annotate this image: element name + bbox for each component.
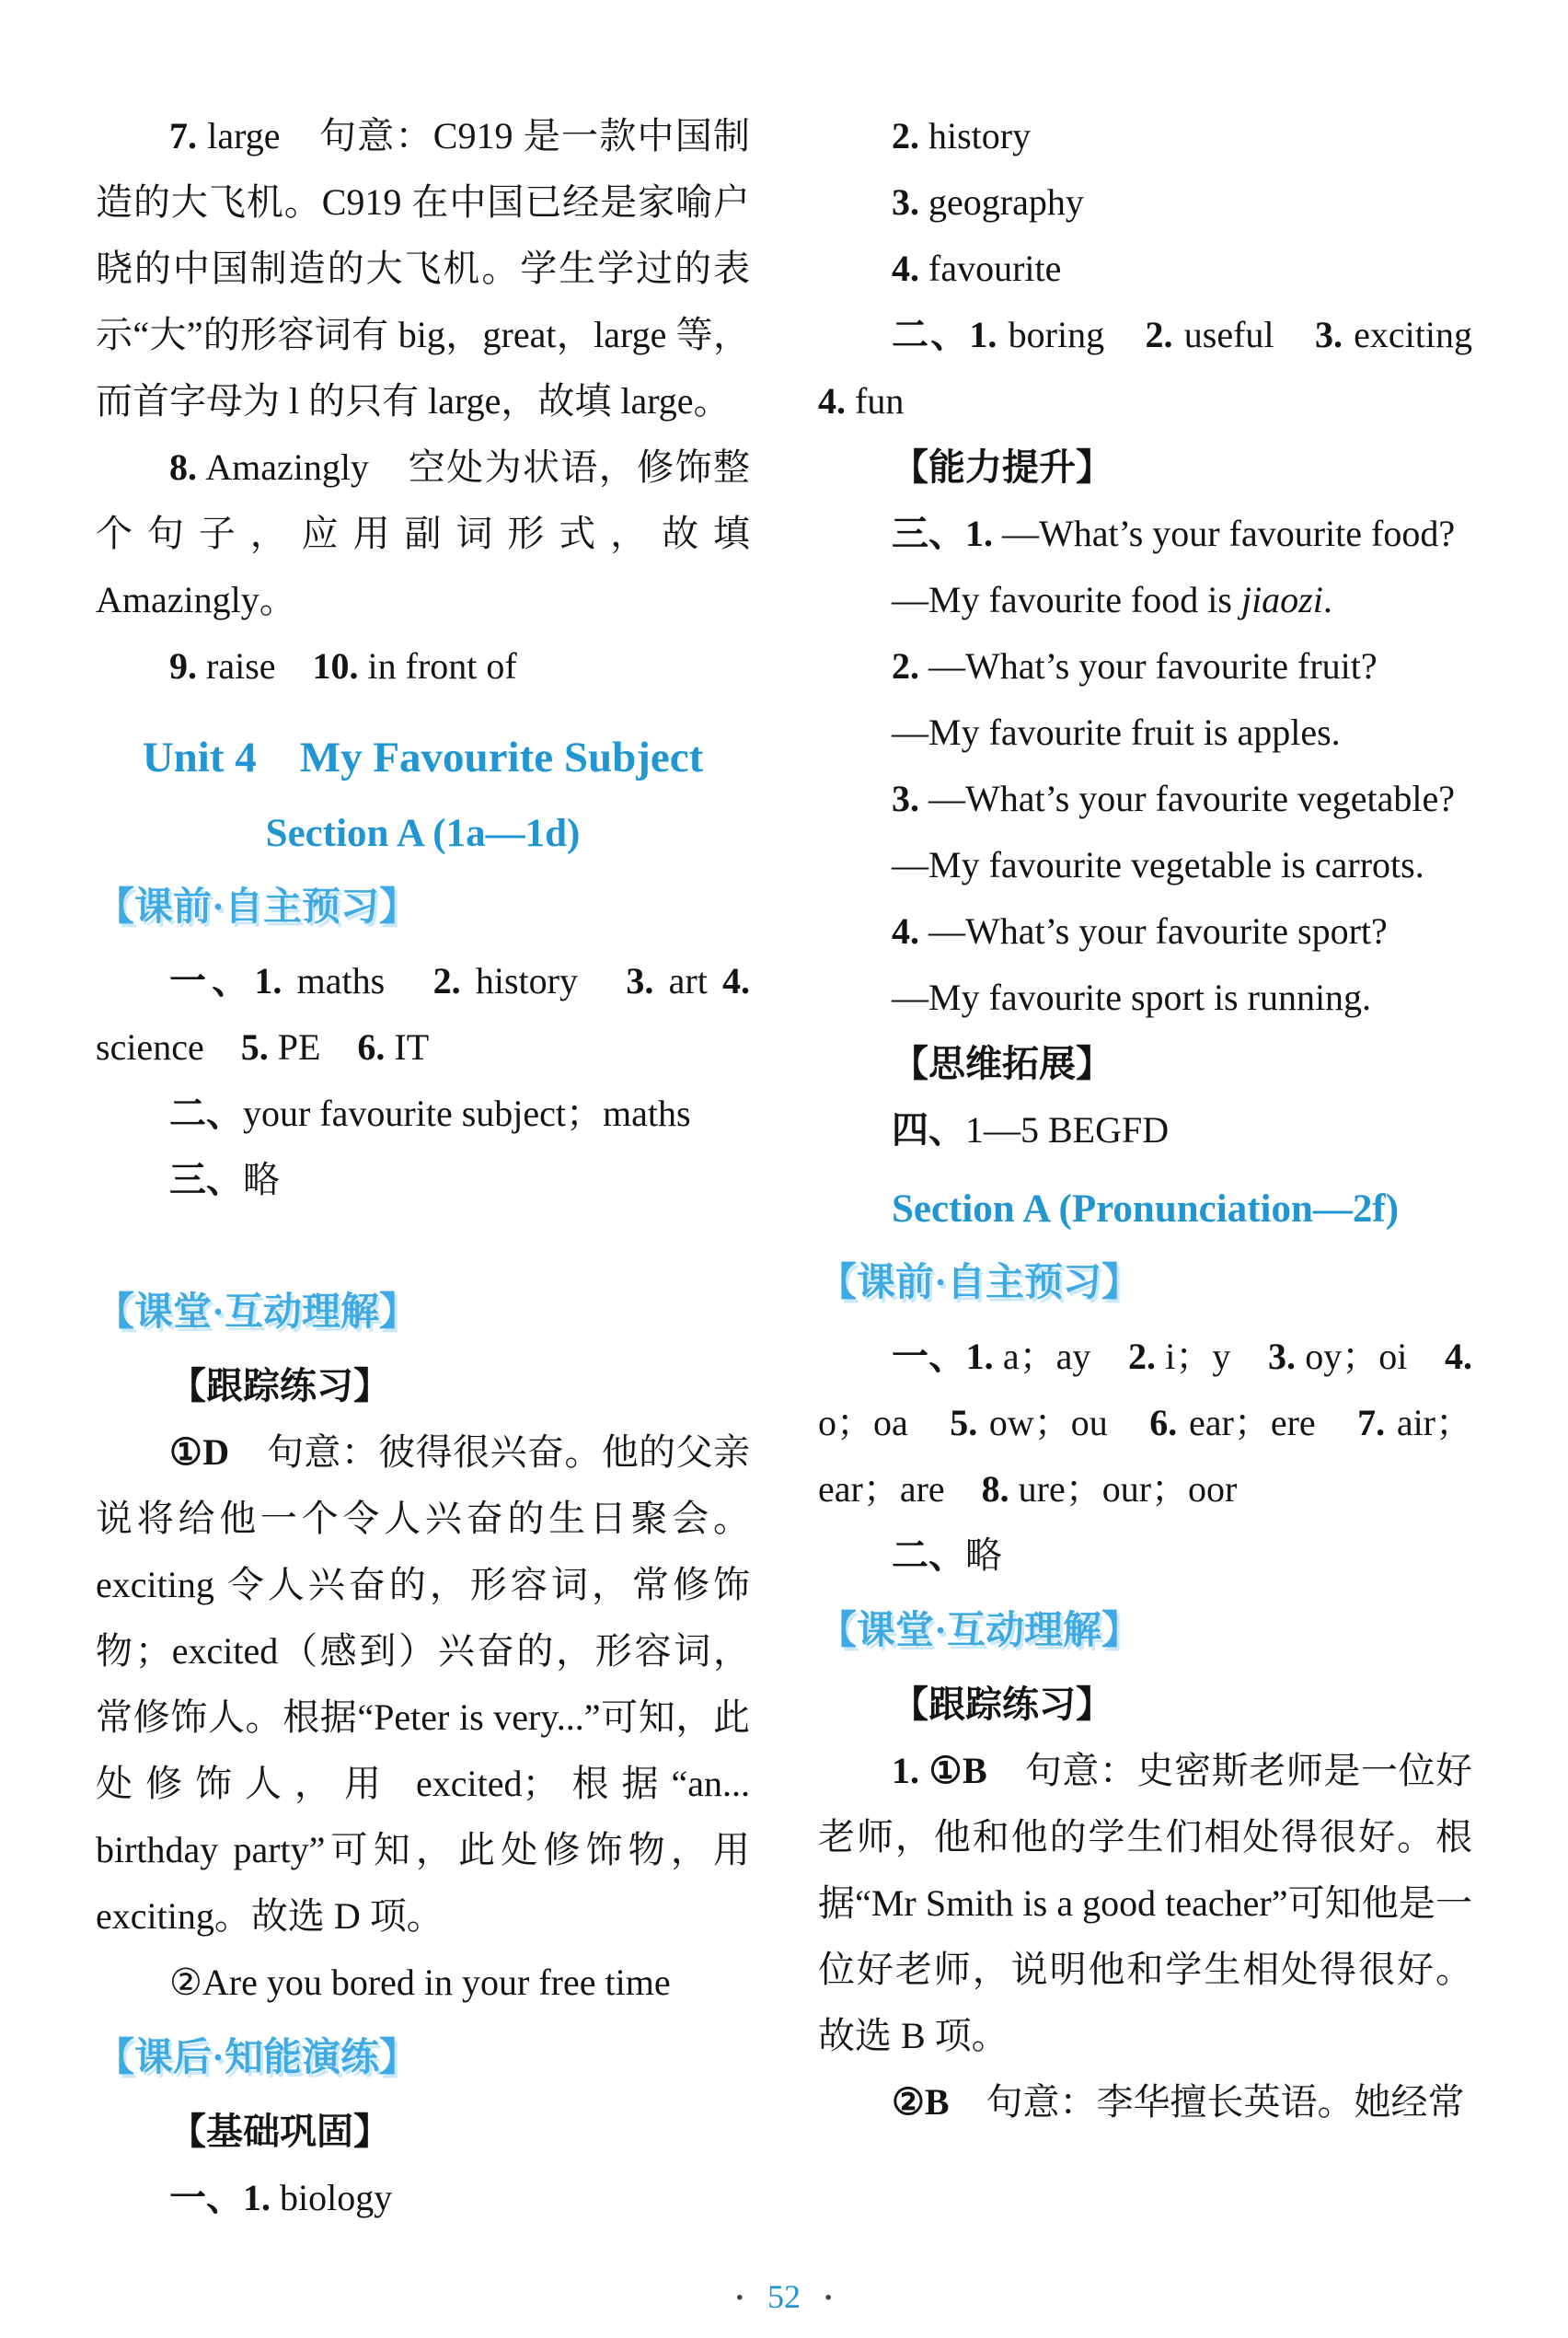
footer-dot-right: · xyxy=(823,2281,834,2315)
qa-2-fruit-question: 2. —What’s your favourite fruit? xyxy=(892,645,1378,687)
page-number: 52 xyxy=(767,2278,801,2315)
page-footer xyxy=(0,2277,1568,2316)
footer-dot-left: · xyxy=(734,2281,745,2315)
explanation-1-b-smith: 1. ①B 句意：史密斯老师是一位好老师，他和他的学生们相处得很好。根据“Mr Smith is a good teacher”可知他是一位好老师，说明他和学生相处得很好。故选 B 项。 xyxy=(818,1750,1473,2056)
label-ability-improvement: 【能力提升】 xyxy=(892,446,1113,488)
answer-2-history: 2. history xyxy=(892,115,1032,156)
label-tracking-practice: 【跟踪练习】 xyxy=(169,1365,390,1406)
answers-si-begfd: 四、1—5 BEGFD xyxy=(892,1109,1170,1151)
section-a-pronunciation-heading: Section A (Pronunciation—2f) xyxy=(891,1187,1400,1231)
answer-yi-1-biology: 一、1. biology xyxy=(169,2177,393,2218)
answers-er-skip: 二、略 xyxy=(892,1534,1002,1576)
answer-3-geography: 3. geography xyxy=(892,181,1084,223)
explanation-8-amazingly: 8. Amazingly 空处为状语，修饰整个句子，应用副词形式，故填 Amazingly。 xyxy=(96,446,750,620)
qa-3-vegetable-answer: —My favourite vegetable is carrots. xyxy=(892,844,1424,885)
answers-er-favourite-subject: 二、your favourite subject；maths xyxy=(169,1093,691,1134)
label-basic-consolidation: 【基础巩固】 xyxy=(169,2111,390,2152)
qa-3-vegetable-question: 3. —What’s your favourite vegetable? xyxy=(892,778,1455,819)
answer-4-favourite: 4. favourite xyxy=(892,248,1062,289)
qa-1-food-question: 三、1. —What’s your favourite food? xyxy=(892,513,1456,554)
answers-yi-phonics: 一、1. a；ay 2. i；y 3. oy；oi 4. o；oa 5. ow；ou 6. ear；ere 7. air；ear；are 8. ure；our；oor xyxy=(818,1336,1473,1510)
answers-9-10: 9. raise 10. in front of xyxy=(169,645,517,687)
qa-1-food-answer: —My favourite food is jiaozi. xyxy=(892,579,1332,620)
label-in-class-understanding-2: 【课堂·互动理解】 xyxy=(818,1610,1141,1652)
answer-2-bored: ②Are you bored in your free time xyxy=(169,1962,671,2003)
answers-er-adjectives: 二、1. boring 2. useful 3. exciting 4. fun xyxy=(818,314,1473,422)
label-pre-class-preview-2: 【课前·自主预习】 xyxy=(818,1262,1141,1304)
section-a-1a-1d-heading: Section A (1a—1d) xyxy=(265,812,581,855)
label-in-class-understanding: 【课堂·互动理解】 xyxy=(96,1291,419,1334)
label-tracking-practice-2: 【跟踪练习】 xyxy=(892,1684,1113,1725)
label-after-class-practice: 【课后·知能演练】 xyxy=(96,2037,419,2079)
unit4-heading: Unit 4 My Favourite Subject xyxy=(142,734,704,781)
qa-4-sport-answer: —My favourite sport is running. xyxy=(892,977,1372,1018)
explanation-1-d: ①D 句意：彼得很兴奋。他的父亲说将给他一个令人兴奋的生日聚会。exciting 令人兴奋的，形容词，常修饰物；excited（感到）兴奋的，形容词，常修饰人。根据“Peter is very...”可知，此处修饰人，用 excited；根据“an... birthday party”可知，此处修饰物，用 exciting。故选 D 项。 xyxy=(96,1431,751,1937)
right-column xyxy=(818,103,1472,2231)
qa-4-sport-question: 4. —What’s your favourite sport? xyxy=(892,910,1388,952)
left-column xyxy=(96,103,750,2231)
qa-2-fruit-answer: —My favourite fruit is apples. xyxy=(892,712,1341,753)
explanation-7-large: 7. large 句意：C919 是一款中国制造的大飞机。C919 在中国已经是家喻户晓的中国制造的大飞机。学生学过的表示“大”的形容词有 big，great，large 等，而首字母为 l 的只有 large，故填 large。 xyxy=(96,115,750,422)
explanation-2-b-lihua: ②B 句意：李华擅长英语。她经常 xyxy=(892,2081,1465,2123)
answers-san-skip: 三、略 xyxy=(169,1159,280,1200)
answers-yi-subjects: 一、1. maths 2. history 3. art 4. science 5. PE 6. IT xyxy=(96,960,751,1068)
label-thinking-expansion: 【思维拓展】 xyxy=(892,1043,1113,1084)
label-pre-class-preview: 【课前·自主预习】 xyxy=(96,886,419,929)
